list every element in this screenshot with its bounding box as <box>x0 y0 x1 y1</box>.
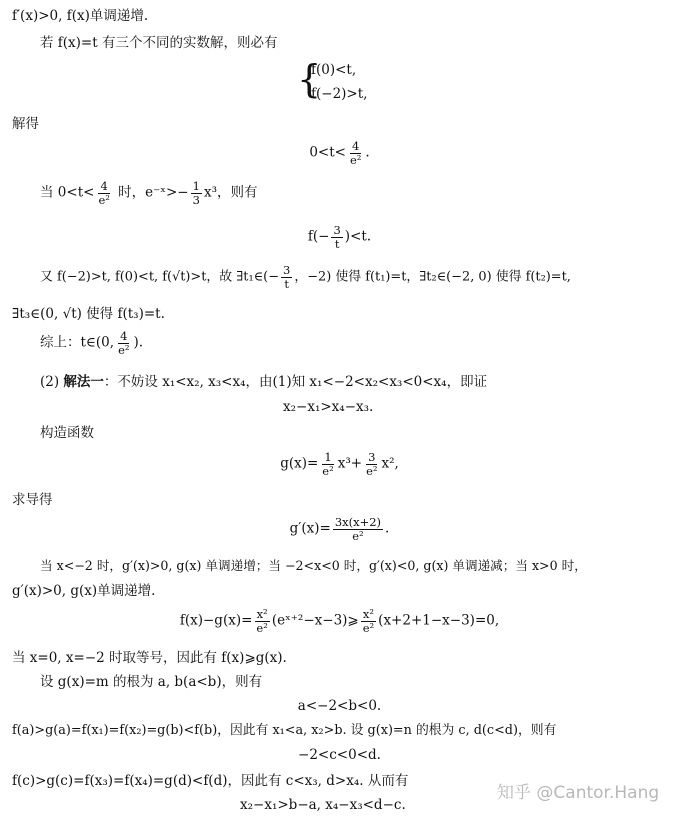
line-25: x₂−x₁>b−a, x₄−x₃<d−c. <box>240 797 406 813</box>
line-18: f(x)−g(x)= $\frac{\text{x²}}{\text{e²}}$ (eˣ⁺²−x−3)⩾ $\frac{\text{x²}}{\text{e²}}$ (x+2+1−x−3)=0, <box>179 607 500 635</box>
line-13: g(x)= $\frac{1}{\text{e²}}$ x³+ $\frac{3}{\text{e²}}$ x², <box>280 450 399 478</box>
line-20: 设 g(x)=m 的根为 a, b(a<b)，则有 <box>40 674 263 690</box>
line-19: 当 x=0, x=−2 时取等号，因此有 f(x)⩾g(x). <box>12 650 287 666</box>
line-5: 当 0<t< $\frac{4}{\text{e²}}$ 时，e⁻ˣ>− $\frac{1}{3}$ x³，则有 <box>40 179 258 207</box>
line-10: (2) 解法一：不妨设 x₁<x₂, x₃<x₄，由(1)知 x₁<−2<x₂<x₃<0<x₄，即证 <box>40 374 488 390</box>
line-3: 解得 <box>12 116 39 132</box>
line-22: f(a)>g(a)=f(x₁)=f(x₂)=g(b)<f(b)，因此有 x₁<a, x₂>b. 设 g(x)=n 的根为 c, d(c<d)，则有 <box>12 723 557 738</box>
line-17: g′(x)>0, g(x)单调递增. <box>12 583 156 599</box>
line-4: 0<t< $\frac{4}{\text{e²}}$ . <box>309 139 370 167</box>
line-1: f′(x)>0, f(x)单调递增. <box>12 8 149 24</box>
line-15: g′(x)= $\frac{3x(x+2)}{\text{e²}}$ . <box>289 515 390 543</box>
line-24: f(c)>g(c)=f(x₃)=f(x₄)=g(d)<f(d)，因此有 c<x₃, d>x₄. 从而有 <box>12 773 409 789</box>
line-2: 若 f(x)=t 有三个不同的实数解，则必有 <box>40 35 278 51</box>
line-21: a<−2<b<0. <box>297 698 382 714</box>
line-8: ∃t₃∈(0, √t) 使得 f(t₃)=t. <box>12 306 165 322</box>
system-brace: { <box>297 57 322 101</box>
line-11: x₂−x₁>x₄−x₃. <box>283 399 374 415</box>
line-14: 求导得 <box>12 492 53 508</box>
line-12: 构造函数 <box>40 425 94 441</box>
line-23: −2<c<0<d. <box>298 747 381 763</box>
line-16: 当 x<−2 时，g′(x)>0, g(x) 单调递增；当 −2<x<0 时，g′(x)<0, g(x) 单调递减；当 x>0 时， <box>40 558 587 573</box>
system-line-1: f(0)<t, <box>311 62 357 78</box>
system-line-2: f(−2)>t, <box>311 86 368 102</box>
line-6: f(− $\frac{3}{t}$ )<t. <box>307 223 372 251</box>
line-7: 又 f(−2)>t, f(0)<t, f(√t)>t，故 ∃t₁∈(− $\frac{3}{t}$ ，−2) 使得 f(t₁)=t，∃t₂∈(−2, 0) 使得 f(t₂)=t, <box>40 263 571 291</box>
zhihu-watermark: 知乎 @Cantor.Hang <box>497 783 660 803</box>
line-9: 综上：t∈(0, $\frac{4}{\text{e²}}$ ). <box>40 329 144 357</box>
